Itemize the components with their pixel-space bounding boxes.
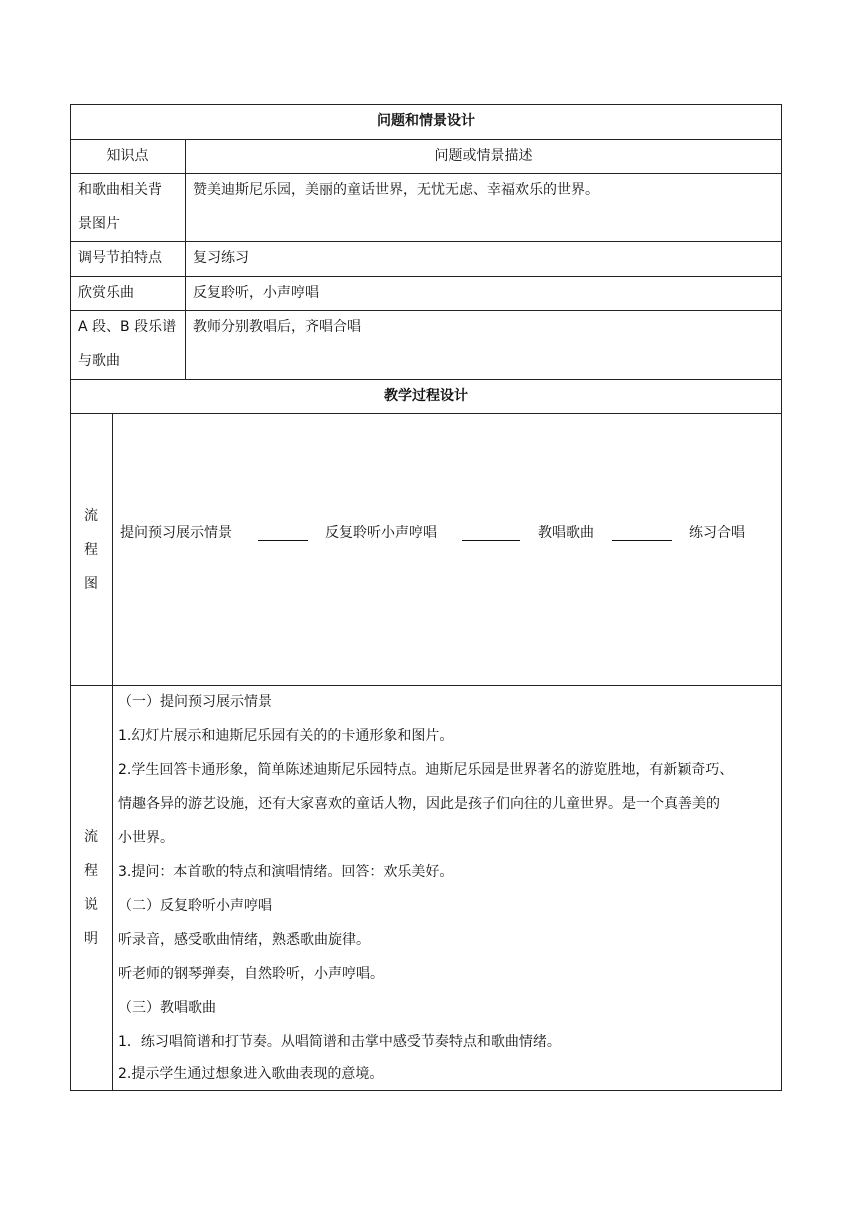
section-header-scenario-design: 问题和情景设计 bbox=[377, 113, 475, 129]
knowledge-point-cell: 欣赏乐曲 bbox=[78, 285, 134, 301]
description-cell: 赞美迪斯尼乐园，美丽的童话世界，无忧无虑、幸福欢乐的世界。 bbox=[193, 182, 599, 198]
explanation-line: 1.幻灯片展示和迪斯尼乐园有关的的卡通形象和图片。 bbox=[118, 728, 454, 744]
explanation-line: 情趣各异的游艺设施，还有大家喜欢的童话人物，因此是孩子们向往的儿童世界。是一个真善美的 bbox=[118, 796, 720, 812]
flow-connector bbox=[258, 540, 308, 541]
flow-step: 提问预习展示情景 bbox=[120, 525, 232, 541]
explanation-line: 听录音，感受歌曲情绪，熟悉歌曲旋律。 bbox=[118, 932, 370, 948]
explanation-line: 3.提问：本首歌的特点和演唱情绪。回答：欢乐美好。 bbox=[118, 864, 454, 880]
knowledge-point-cell: 与歌曲 bbox=[78, 353, 120, 369]
flow-chart-label-char: 程 bbox=[84, 542, 98, 558]
knowledge-point-cell: 景图片 bbox=[78, 216, 120, 232]
flow-explanation-label-char: 明 bbox=[84, 931, 98, 947]
flow-step: 反复聆听小声哼唱 bbox=[325, 525, 437, 541]
description-cell: 反复聆听，小声哼唱 bbox=[193, 285, 319, 301]
flow-step: 教唱歌曲 bbox=[538, 525, 594, 541]
knowledge-point-cell: 调号节拍特点 bbox=[78, 250, 162, 266]
explanation-line: 听老师的钢琴弹奏，自然聆听，小声哼唱。 bbox=[118, 966, 384, 982]
explanation-line: 1．练习唱简谱和打节奏。从唱简谱和击掌中感受节奏特点和歌曲情绪。 bbox=[118, 1034, 561, 1050]
section-header-teaching-process: 教学过程设计 bbox=[384, 388, 468, 404]
explanation-line: 小世界。 bbox=[118, 830, 174, 846]
flow-explanation-label-char: 说 bbox=[84, 897, 98, 913]
description-cell: 复习练习 bbox=[193, 250, 249, 266]
explanation-line: （一）提问预习展示情景 bbox=[118, 694, 272, 710]
column-header-description: 问题或情景描述 bbox=[434, 148, 533, 164]
flow-chart-label-char: 图 bbox=[84, 576, 98, 592]
flow-connector bbox=[462, 540, 520, 541]
explanation-line: （二）反复聆听小声哼唱 bbox=[118, 898, 272, 914]
flow-connector bbox=[612, 540, 672, 541]
explanation-line: 2.学生回答卡通形象，简单陈述迪斯尼乐园特点。迪斯尼乐园是世界著名的游览胜地，有新颖奇巧、 bbox=[118, 762, 734, 778]
flow-step: 练习合唱 bbox=[689, 525, 745, 541]
explanation-line: 2.提示学生通过想象进入歌曲表现的意境。 bbox=[118, 1066, 384, 1082]
knowledge-point-cell: A 段、B 段乐谱 bbox=[78, 319, 177, 335]
knowledge-point-cell: 和歌曲相关背 bbox=[78, 182, 162, 198]
column-header-knowledge-point: 知识点 bbox=[106, 148, 149, 164]
explanation-line: （三）教唱歌曲 bbox=[118, 1000, 216, 1016]
description-cell: 教师分别教唱后，齐唱合唱 bbox=[193, 319, 361, 335]
flow-chart-label-char: 流 bbox=[84, 508, 98, 524]
flow-explanation-label-char: 程 bbox=[84, 863, 98, 879]
flow-explanation-label-char: 流 bbox=[84, 829, 98, 845]
